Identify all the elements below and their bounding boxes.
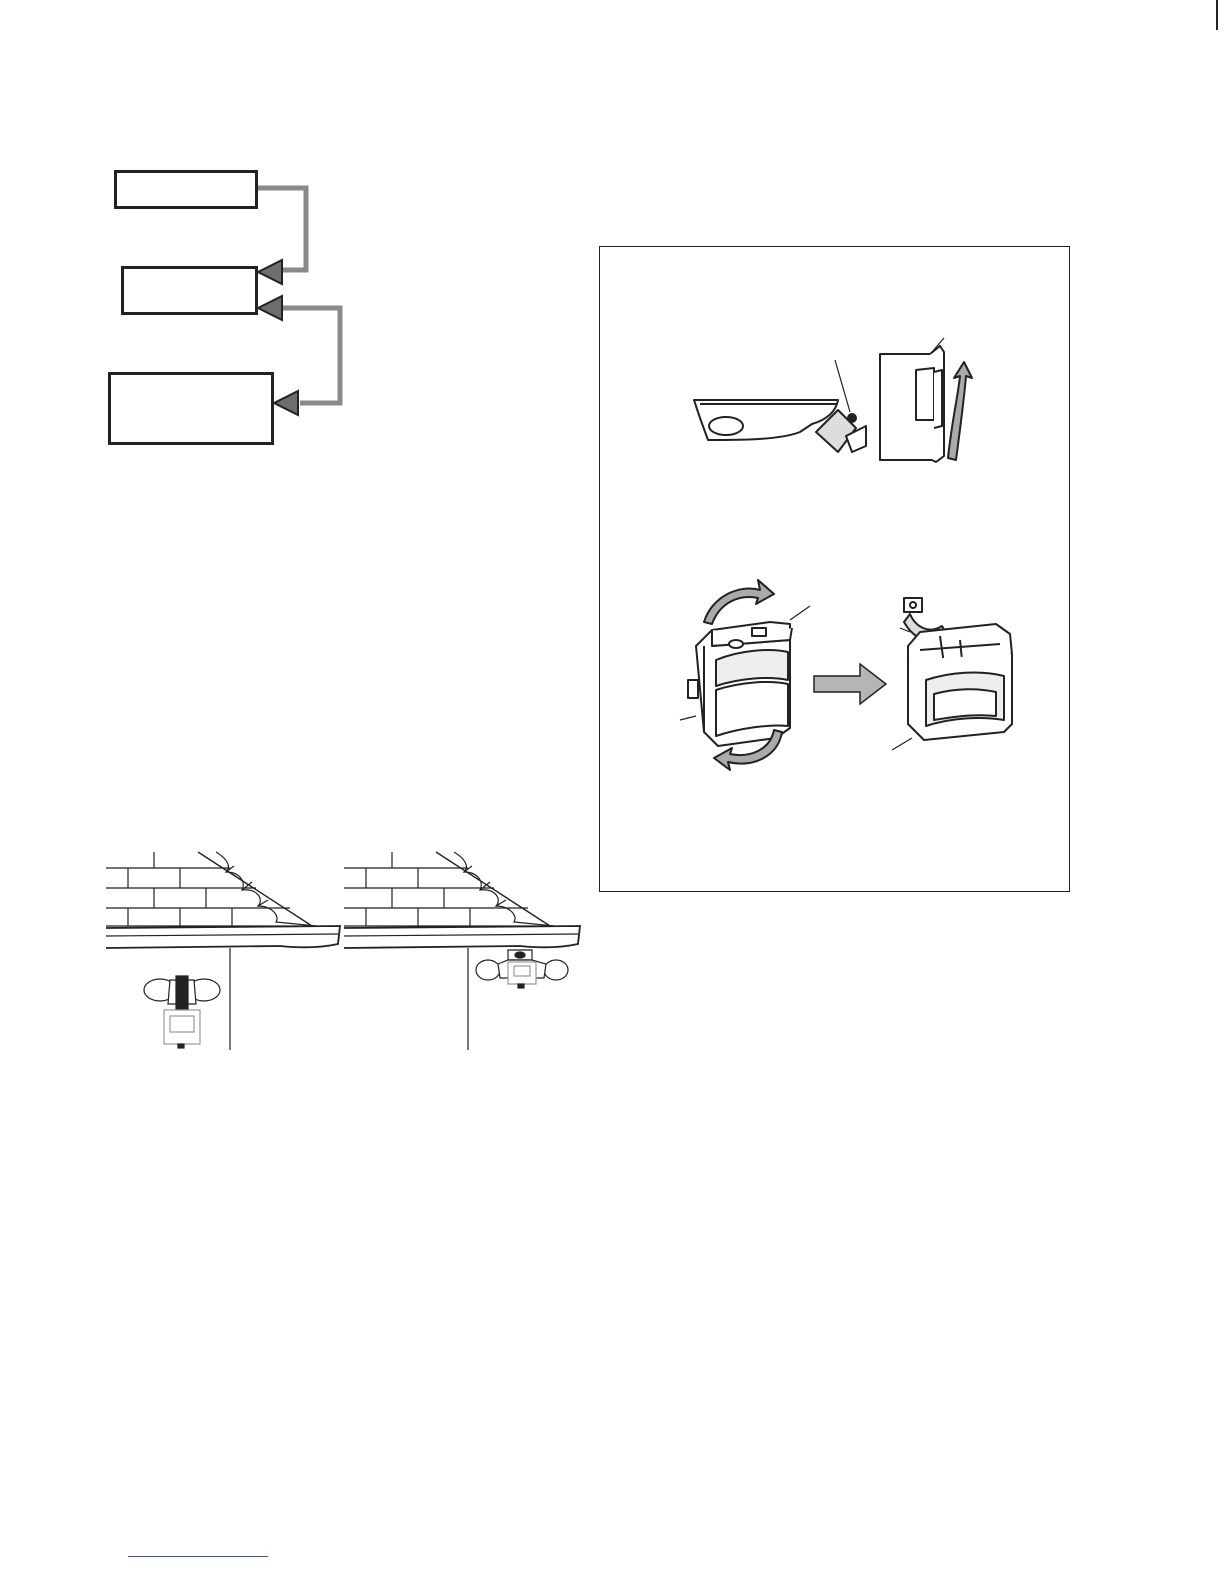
flow-box-1 [114, 170, 258, 209]
footer-link-underline[interactable] [128, 1556, 268, 1557]
sensor-adjustment-panel [599, 246, 1070, 892]
flow-box-2 [121, 266, 258, 315]
arrowhead-into-box-3 [274, 391, 298, 415]
connector-3-to-2 [282, 308, 340, 403]
connector-1-to-2 [258, 188, 306, 270]
flow-box-3 [108, 372, 274, 445]
page-margin-line [1216, 0, 1218, 30]
mounting-view-wall [106, 850, 338, 1050]
arrowhead-into-box-2-upper [258, 260, 282, 284]
mounting-view-eave [344, 850, 582, 1050]
arrowhead-into-box-2-lower [258, 296, 282, 320]
